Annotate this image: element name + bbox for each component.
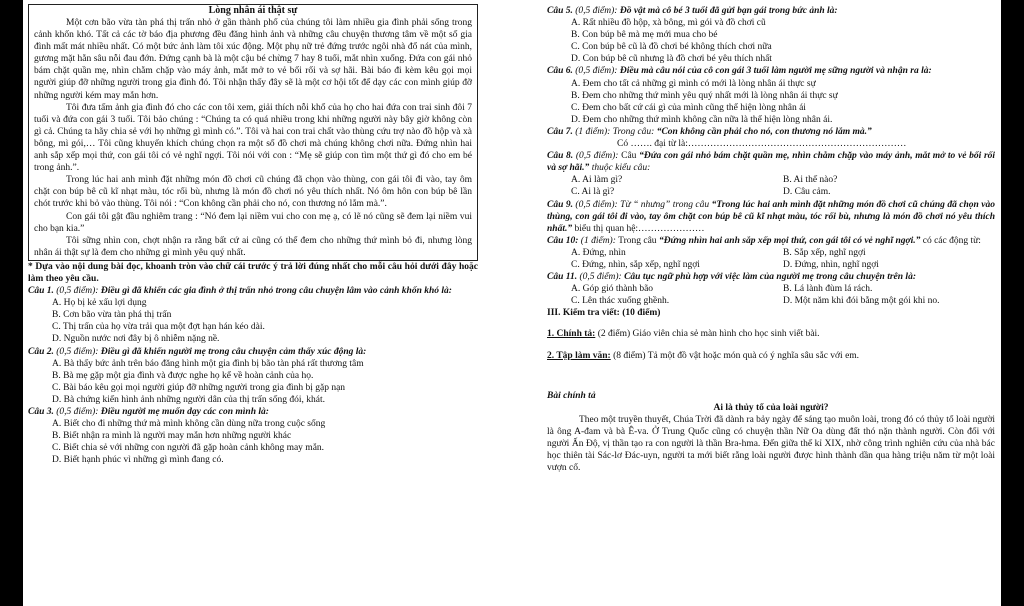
question-quote: “Đứa con gái nhỏ bám chặt quần mẹ, nhìn chằm chặp vào máy ảnh, mắt mở to vẻ bối rối và sợ hãi.”	[547, 151, 996, 174]
option-c: C. Bài báo kêu gọi mọi người giúp đỡ những người trong gia đình bị gặp nạn	[52, 382, 346, 393]
question-label: Câu 8.	[547, 151, 574, 162]
passage-title: Lòng nhân ái thật sự	[208, 5, 298, 16]
question-points: (1 điểm):	[575, 126, 611, 137]
question-5	[547, 5, 995, 65]
essay-label: 2. Tập làm văn:	[547, 350, 611, 361]
option-b: B. Đem cho những thứ mình yêu quý nhất mới là lòng nhân ái thực sự	[571, 90, 838, 101]
question-quote: “Trong lúc hai anh mình đặt những món đồ chơi cũ chúng đã chọn vào thùng, con gái tôi đi vào, tay ôm chặt con búp bê cũ kĩ nhạt màu, tóc rối bù, nhưng là món đồ chơi nó yêu thích nhất.”	[547, 199, 995, 234]
passage-paragraph: Tôi sững nhìn con, chợt nhận ra rằng bất cứ ai cũng có thể đem cho những thứ mình bỏ đi, nhưng lòng nhân ái thật sự là đem cho những gì mình yêu quý nhất.	[34, 235, 472, 258]
dictation-heading: Bài chính tả	[547, 390, 596, 401]
question-text: Trong câu	[618, 235, 657, 246]
passage-paragraph: Trong lúc hai anh mình đặt những món đồ chơi cũ chúng đã chọn vào thùng, con gái tôi đi vào, tay ôm chặt con búp bê cũ kĩ nhạt màu, tóc rối bù, nhưng là món đồ chơi nó yêu thích nhất. Nó ôm hôn con búp bê lần chót trước khi bỏ vào thùng. Tôi nói : “Con không cần phải cho nó, con thương nó lắm mà.”.	[34, 175, 472, 210]
passage-paragraph: Tôi đưa tấm ảnh gia đình đó cho các con tôi xem, giải thích nỗi khổ của họ cho hai đứa con trai sinh đôi 7 tuổi và đứa con gái 3 tuổi. Tôi bảo chúng : “Chúng ta có quá nhiều trong khi những người này bây giờ không còn gì cả. Chúng ta hãy chia sẻ với họ những gì mình có.”. Tôi và hai con trai chất vào thùng cứu trợ nào đồ hộp và xà bông, mì gói,… Tôi cũng khuyến khích chúng chọn ra một số đồ chơi mà chúng không chơi nữa. Đứng nhìn hai anh sắp xếp mọi thứ, con gái tôi có vẻ nghĩ ngợi. Tôi nói với con : “Mẹ sẽ giúp con tìm một thứ gì đó cho em bé trong ảnh.”.	[34, 102, 472, 174]
essay-instruction: (8 điểm) Tả một đồ vật hoặc món quà có ý nghĩa sâu sắc với em.	[613, 350, 860, 361]
option-b: B. Sắp xếp, nghĩ ngợi	[783, 247, 866, 258]
question-label: Câu 9.	[547, 199, 573, 210]
option-d: D. Con búp bê cũ nhưng là đồ chơi bé yêu thích nhất	[571, 54, 772, 65]
instructions: * Dựa vào nội dung bài đọc, khoanh tròn vào chữ cái trước ý trả lời đúng nhất cho mỗi câu hỏi dưới đây hoặc làm theo yêu cầu.	[28, 261, 478, 284]
option-a: A. Bà thấy bức ảnh trên báo đăng hình một gia đình bị bão tàn phá rất thương tâm	[52, 358, 364, 369]
question-6	[547, 65, 995, 125]
question-text: Câu tục ngữ phù hợp với việc làm của người mẹ trong câu chuyện trên là:	[624, 272, 916, 283]
question-points: (0,5 điểm):	[56, 286, 99, 297]
question-tail: biểu thị quan hệ:…………………	[574, 223, 705, 234]
question-9	[547, 199, 995, 235]
question-points: (0,5 điểm):	[575, 6, 618, 16]
option-c: C. Biết chia sẻ với những con người đã gặp hoàn cảnh không may mắn.	[52, 443, 325, 454]
option-d: D. Nguồn nước nơi đây bị ô nhiễm nặng nề.	[52, 334, 220, 345]
question-8	[547, 150, 995, 198]
option-a: A. Ai làm gì?	[571, 175, 623, 186]
question-label: Câu 2.	[28, 346, 54, 357]
option-a: A. Họ bị kẻ xấu lợi dụng	[52, 298, 147, 309]
option-b: B. Cơn bão vừa tàn phá thị trấn	[52, 310, 172, 321]
option-a: A. Đem cho tất cả những gì mình có mới là lòng nhân ái thực sự	[571, 78, 816, 89]
question-label: Câu 7.	[547, 126, 573, 137]
question-label: Câu 6.	[547, 66, 573, 77]
option-b: B. Bà mẹ gặp một gia đình và được nghe họ kể về hoàn cảnh của họ.	[52, 370, 314, 381]
dictation-title: Ai là thủy tổ của loài người?	[713, 402, 829, 413]
question-text: Câu	[621, 151, 637, 162]
option-c: C. Con búp bê cũ là đồ chơi bé không thích chơi nữa	[571, 42, 772, 53]
question-2	[28, 346, 478, 406]
question-points: (0,5 điểm):	[575, 151, 619, 162]
question-label: Câu 1.	[28, 286, 54, 297]
question-points: (0,5 điểm):	[56, 346, 99, 357]
left-column	[28, 0, 478, 466]
section-3-heading: III. Kiểm tra viết: (10 điểm)	[547, 308, 661, 319]
option-b: B. Con búp bê mà mẹ mới mua cho bé	[571, 30, 718, 41]
option-a: A. Biết cho đi những thứ mà mình không cần dùng nữa trong cuộc sống	[52, 419, 326, 430]
option-b: B. Biết nhận ra mình là người may mắn hơn những người khác	[52, 431, 292, 442]
reading-passage-box	[28, 4, 478, 261]
question-text: Điều mà câu nói của cô con gái 3 tuổi làm người mẹ sững người và nhận ra là:	[619, 66, 932, 77]
question-points: (0,5 điểm):	[575, 199, 618, 210]
option-d: D. Đem cho những thứ mình không cần nữa là thể hiện lòng nhân ái.	[571, 114, 833, 125]
question-text: Từ “ nhưng” trong câu	[620, 199, 710, 210]
question-label: Câu 3.	[28, 407, 54, 417]
question-1	[28, 285, 478, 345]
passage-paragraph: Con gái tôi gật đầu nghiêm trang : “Nó đem lại niềm vui cho con mẹ ạ, có lẽ nó cũng sẽ đem lại niềm vui cho bạn kia.”	[34, 211, 472, 234]
option-a: A. Rất nhiều đồ hộp, xà bông, mì gói và đồ chơi cũ	[571, 18, 766, 29]
option-c: C. Thị trấn của họ vừa trải qua một đợt hạn hán kéo dài.	[52, 322, 265, 333]
option-d: D. Bà chứng kiến hình ảnh những người dân của thị trấn sống đói, khát.	[52, 394, 325, 405]
question-7	[547, 126, 995, 150]
question-points: (0,5 điểm):	[575, 66, 618, 77]
question-text: Trong câu:	[612, 126, 655, 137]
question-11	[547, 271, 995, 307]
option-d: D. Biết hạnh phúc vì những gì mình đang có.	[52, 455, 224, 466]
dictation-label: 1. Chính tả:	[547, 329, 596, 340]
question-text: Điều gì đã khiến người mẹ trong câu chuyện cảm thấy xúc động là:	[100, 346, 367, 357]
option-d: D. Đứng, nhìn, nghĩ ngợi	[783, 259, 879, 270]
question-text: Điều người mẹ muốn dạy các con mình là:	[100, 407, 269, 417]
option-d: D. Một năm khi đói bằng một gói khi no.	[783, 296, 940, 307]
option-c: C. Đem cho bất cứ cái gì của mình cũng thể hiện lòng nhân ái	[571, 102, 806, 113]
question-text: Điều gì đã khiến các gia đình ở thị trấn nhỏ trong câu chuyện lâm vào cảnh khốn khó là:	[100, 286, 452, 297]
question-3	[28, 406, 478, 466]
question-tail: thuộc kiểu câu:	[591, 163, 651, 174]
question-quote: “Con không cần phải cho nó, con thương nó lắm mà.”	[656, 126, 872, 137]
answer-line: Có ……. đại từ là:……………………………………………………………	[617, 139, 907, 150]
passage-paragraph: Một cơn bão vừa tàn phá thị trấn nhỏ ở gần thành phố của chúng tôi làm nhiều gia đình phải sống trong cảnh khốn khó. Tất cả các tờ báo địa phương đều đăng hình ảnh và những câu chuyện thương tâm về một số gia đình mất mát nhiều nhất. Có một bức ảnh làm tôi xúc động. Một phụ nữ trẻ đứng trước ngôi nhà đổ nát của mình, gương mặt hằn sâu nỗi đau đớn. Đứng cạnh bà là một cậu bé chừng 7 hay 8 tuổi, mắt nhìn xuống. Đứa con gái nhỏ bám chặt quần mẹ, nhìn chằm chặp vào máy ảnh, mắt mở to vẻ bối rối và sợ hãi. Bài báo đi kèm kêu gọi mọi người giúp đỡ những người trong gia đình đó. Tôi nhận thấy đây sẽ là một cơ hội tốt để dạy các con mình giúp đỡ những người kém may mắn hơn.	[34, 18, 472, 101]
question-points: (1 điểm):	[580, 235, 616, 246]
option-d: D. Câu cảm.	[783, 187, 831, 198]
question-points: (0,5 điểm):	[56, 407, 99, 417]
option-b: B. Lá lành đùm lá rách.	[783, 284, 873, 295]
option-c: C. Ai là gì?	[571, 187, 615, 198]
question-quote: “Đứng nhìn hai anh sắp xếp mọi thứ, con gái tôi có vẻ nghĩ ngợi.”	[658, 235, 921, 246]
dictation-instruction: (2 điểm) Giáo viên chia sẻ màn hình cho học sinh viết bài.	[597, 329, 820, 340]
option-b: B. Ai thế nào?	[783, 175, 838, 186]
question-10	[547, 235, 995, 271]
option-c: C. Lên thác xuống ghềnh.	[571, 296, 670, 307]
question-tail: có các động từ:	[922, 235, 981, 246]
right-column	[547, 0, 995, 474]
option-a: A. Đứng, nhìn	[571, 247, 626, 258]
option-a: A. Góp gió thành bão	[571, 284, 654, 295]
question-label: Câu 11.	[547, 272, 578, 283]
question-label: Câu 10:	[547, 235, 579, 246]
question-label: Câu 5.	[547, 6, 573, 16]
dictation-text: Theo một truyền thuyết, Chúa Trời đã dành ra bảy ngày để sáng tạo muôn loài, trong đó có thủy tổ loài người là ông A-đam và bà Ê-va. Ở Trung Quốc cũng có chuyện thần Nữ Oa dùng đất thó nặn thành người. Còn đối với người Ấn Độ, vị thần tạo ra con người là thần Bra-hma. Đến giữa thế kỉ XIX, nhờ công trình nghiên cứu của nhà bác học thiên tài Sác-lơ Đác-uyn, người ta mới biết rằng loài người được hình thành dần qua hàng triệu năm từ một loài vượn cổ.	[547, 414, 995, 474]
document-page	[23, 0, 1001, 606]
option-c: C. Đứng, nhìn, sắp xếp, nghĩ ngợi	[571, 259, 700, 270]
question-points: (0,5 điểm):	[579, 272, 622, 283]
question-text: Đồ vật mà cô bé 3 tuổi đã gửi bạn gái trong bức ảnh là:	[619, 6, 838, 16]
